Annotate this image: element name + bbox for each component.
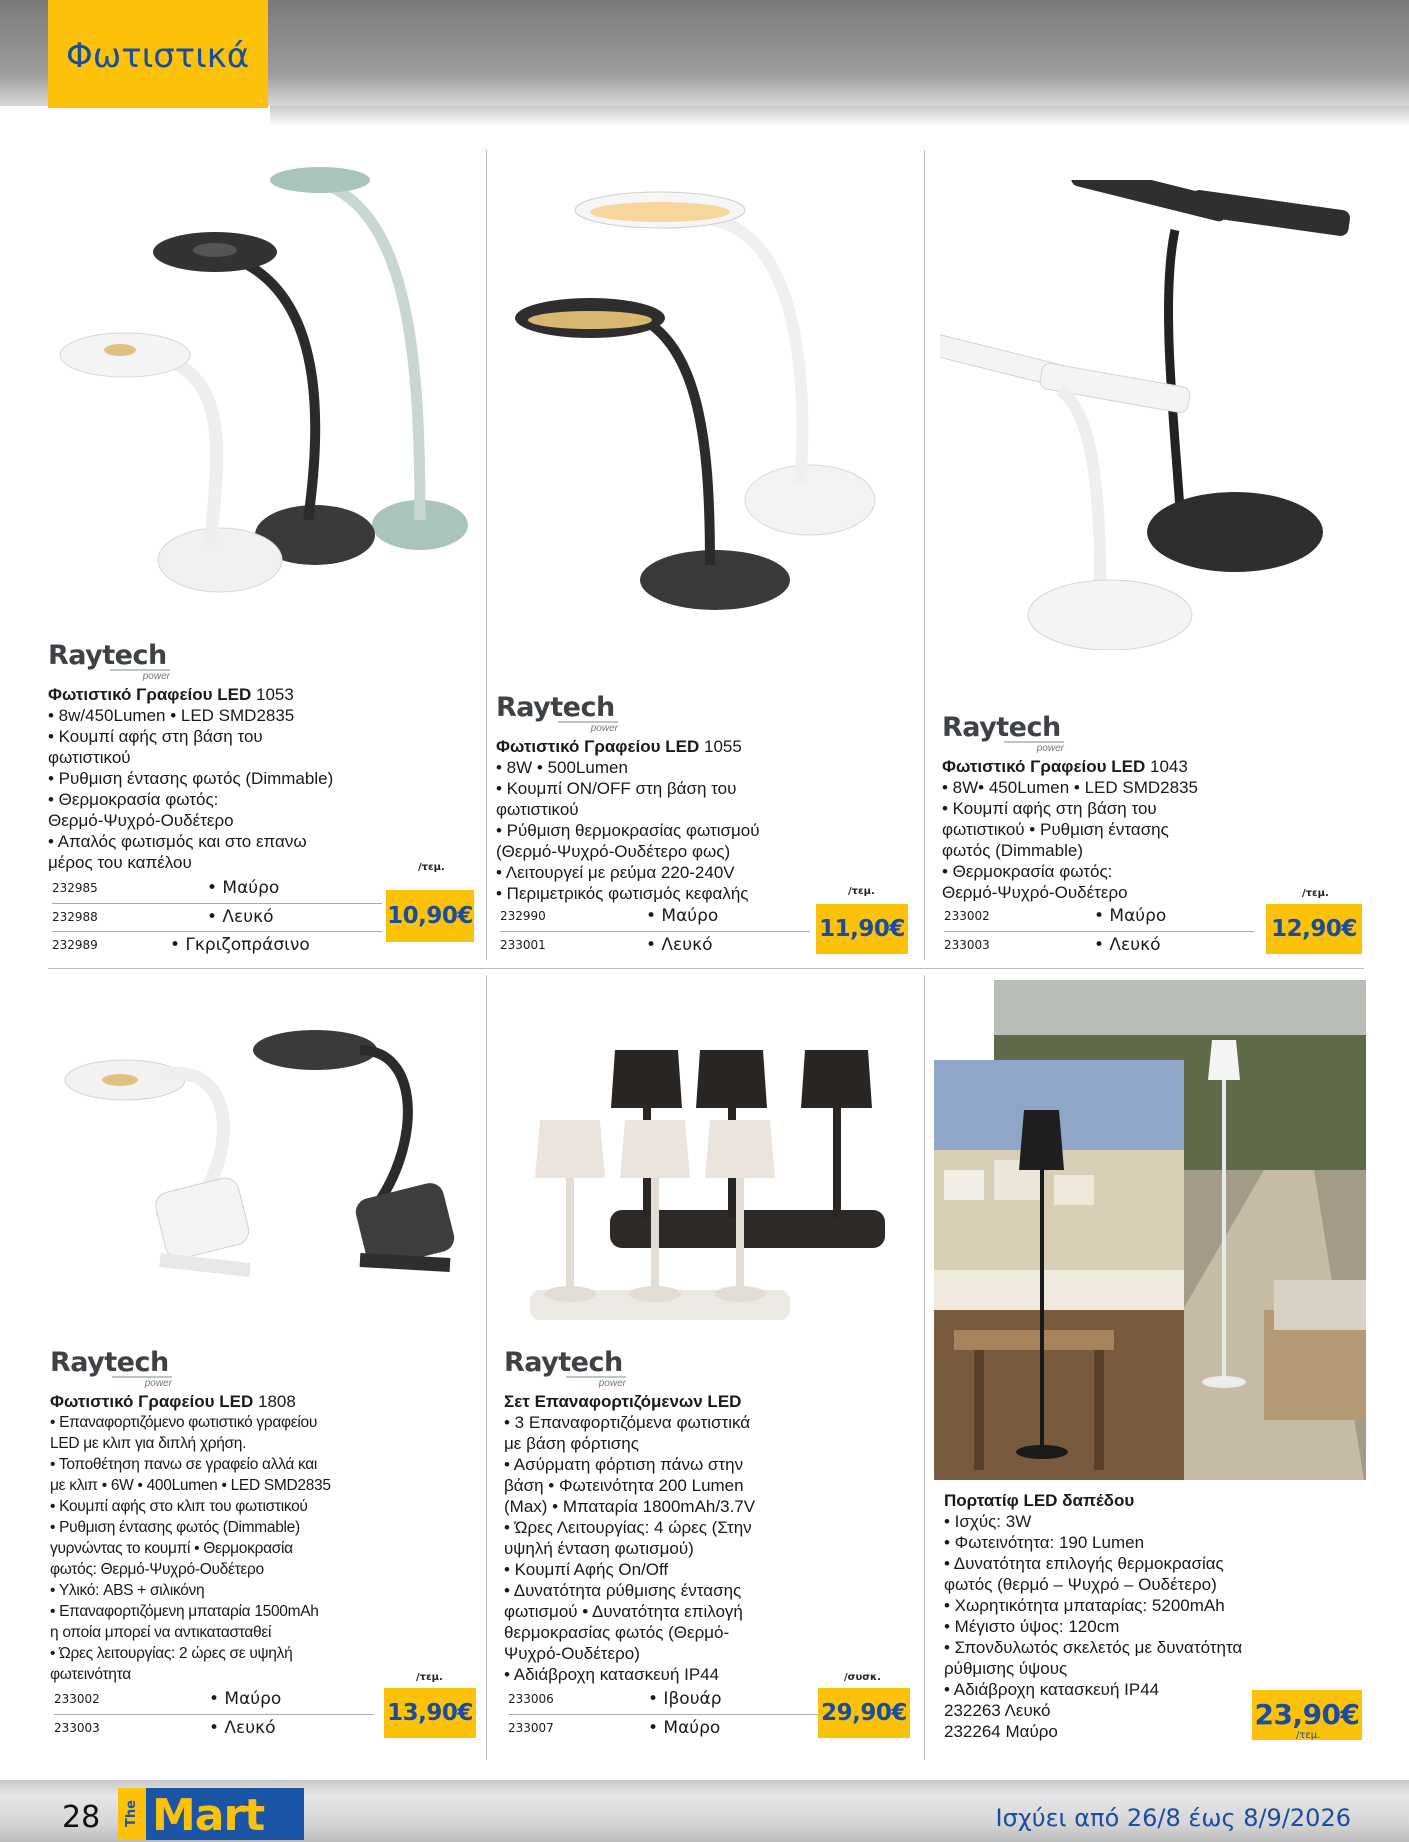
brand-logo bbox=[496, 692, 916, 736]
spec-line: • Ώρες Λειτουργίας: 4 ώρες (Στην bbox=[504, 1518, 752, 1537]
price-tag: 12,90€ bbox=[1266, 904, 1362, 954]
variant-name: • Μαύρο bbox=[648, 1718, 721, 1738]
brand-sub: power bbox=[110, 669, 170, 682]
spec-line: (Max) • Μπαταρία 1800mAh/3.7V bbox=[504, 1497, 756, 1516]
variant-row bbox=[944, 931, 1254, 959]
product-model: 1808 bbox=[258, 1392, 296, 1411]
spec-line: βάση • Φωτεινότητα 200 Lumen bbox=[504, 1476, 744, 1495]
page-number: 28 bbox=[62, 1800, 101, 1835]
variant-row bbox=[500, 903, 810, 931]
variant-row bbox=[52, 931, 382, 959]
spec-line: φωτιστικού • Ρυθμιση έντασης bbox=[942, 820, 1169, 839]
brand-sub: power bbox=[558, 721, 618, 734]
spec-line: • Δυνατότητα ρύθμισης έντασης bbox=[504, 1581, 742, 1600]
spec-line: • Φωτεινότητα: 190 Lumen bbox=[944, 1533, 1145, 1552]
validity-dates: Ισχύει από 26/8 έως 8/9/2026 bbox=[995, 1804, 1351, 1832]
product-1808-info bbox=[50, 1347, 480, 1685]
variant-row bbox=[52, 875, 382, 903]
variant-code: 233001 bbox=[500, 938, 546, 952]
spec-line: φωτεινότητα bbox=[50, 1666, 131, 1683]
spec-line: • Ισχύς: 3W bbox=[944, 1512, 1032, 1531]
product-name: Φωτιστικό Γραφείου LED bbox=[50, 1392, 254, 1411]
product-image-desk-lamps-1053 bbox=[50, 160, 470, 620]
product-model: 1055 bbox=[704, 737, 742, 756]
product-1055-info bbox=[496, 692, 916, 904]
unit-label: /τεμ. bbox=[418, 862, 445, 873]
brand-sub: power bbox=[112, 1376, 172, 1389]
unit-label: /τεμ. bbox=[416, 1672, 443, 1683]
unit-label: /τεμ. bbox=[1296, 1730, 1321, 1741]
spec-line: • Λειτουργεί με ρεύμα 220-240V bbox=[496, 863, 735, 882]
variant-name: • Μαύρο bbox=[1094, 906, 1167, 926]
product-lamp-set-info bbox=[504, 1347, 924, 1685]
unit-label: /συσκ. bbox=[844, 1672, 881, 1683]
spec-line: LED με κλιπ για διπλή χρήση. bbox=[50, 1435, 247, 1452]
variant-row bbox=[500, 931, 810, 959]
variant-code: 233002 bbox=[944, 909, 990, 923]
logo-the: The bbox=[118, 1788, 146, 1840]
spec-line: φωτιστικού bbox=[496, 800, 579, 819]
divider bbox=[486, 975, 487, 1760]
spec-line: • Αδιάβροχη κατασκευή IP44 bbox=[944, 1680, 1160, 1699]
spec-line: • Επαναφορτιζόμενη μπαταρία 1500mAh bbox=[50, 1603, 319, 1620]
brand-name: Raytech bbox=[496, 692, 615, 723]
variant-table bbox=[500, 903, 810, 959]
spec-line: • Ρυθμιση έντασης φωτός (Dimmable) bbox=[50, 1519, 300, 1536]
variant-table bbox=[54, 1686, 374, 1742]
product-title bbox=[48, 684, 478, 705]
price-tag: 23,90€ bbox=[1252, 1690, 1362, 1740]
spec-line: φωτιστικού bbox=[48, 748, 131, 767]
spec-line: θερμοκρασίας φωτός (Θερμό- bbox=[504, 1623, 730, 1642]
brand-name: Raytech bbox=[48, 640, 167, 671]
price-tag: 13,90€ bbox=[384, 1688, 476, 1738]
variant-name: • Ιβουάρ bbox=[648, 1689, 722, 1709]
spec-line: υψηλή ένταση φωτισμού) bbox=[504, 1539, 694, 1558]
spec-line: • Δυνατότητα επιλογής θερμοκρασίας bbox=[944, 1554, 1224, 1573]
spec-line: • Κουμπί ON/OFF στη βάση του bbox=[496, 779, 737, 798]
spec-line: • Ώρες λειτουργίας: 2 ώρες σε υψηλή bbox=[50, 1645, 293, 1662]
brand-logo bbox=[942, 712, 1362, 756]
spec-line: • Χωρητικότητα μπαταρίας: 5200mAh bbox=[944, 1596, 1225, 1615]
product-1053-info bbox=[48, 640, 478, 873]
spec-line: • Αδιάβροχη κατασκευή IP44 bbox=[504, 1665, 720, 1684]
brand-name: Raytech bbox=[50, 1347, 169, 1378]
spec-line: • Επαναφορτιζόμενο φωτιστικό γραφείου bbox=[50, 1414, 318, 1431]
product-image-rechargeable-lamp-set bbox=[510, 1010, 900, 1320]
spec-line: Θερμό-Ψυχρό-Ουδέτερο bbox=[942, 883, 1128, 902]
spec-line: • Κουμπί αφής στο κλιπ του φωτιστικού bbox=[50, 1498, 308, 1515]
spec-line: φωτός: Θερμό-Ψυχρό-Ουδέτερο bbox=[50, 1561, 264, 1578]
brand-sub: power bbox=[1004, 741, 1064, 754]
spec-line: μέρος του καπέλου bbox=[48, 853, 192, 872]
variant-code: 233006 bbox=[508, 1692, 554, 1706]
brand-name: Raytech bbox=[942, 712, 1061, 743]
variant-code: 233003 bbox=[944, 938, 990, 952]
variant-code: 233007 bbox=[508, 1721, 554, 1735]
spec-line: με κλιπ • 6W • 400Lumen • LED SMD2835 bbox=[50, 1477, 331, 1494]
variant-code: 232990 bbox=[500, 909, 546, 923]
divider bbox=[486, 150, 487, 960]
variant-table bbox=[508, 1686, 818, 1742]
spec-line: • Κουμπί Αφής On/Off bbox=[504, 1560, 669, 1579]
brand-sub: power bbox=[566, 1376, 626, 1389]
variant-row bbox=[54, 1714, 374, 1742]
spec-line: η οποία μπορεί να αντικατασταθεί bbox=[50, 1624, 272, 1641]
spec-line: ρύθμισης ύψους bbox=[944, 1659, 1068, 1678]
spec-line: • Υλικό: ABS + σιλικόνη bbox=[50, 1582, 205, 1599]
divider bbox=[924, 975, 925, 1760]
variant-name: • Μαύρο bbox=[646, 906, 719, 926]
brand-name: Raytech bbox=[504, 1347, 623, 1378]
spec-line: • Σπονδυλωτός σκελετός με δυνατότητα bbox=[944, 1638, 1243, 1657]
product-name: Φωτιστικό Γραφείου LED bbox=[942, 757, 1146, 776]
spec-line: • Κουμπί αφής στη βάση του bbox=[942, 799, 1157, 818]
product-name: Πορτατίφ LED δαπέδου bbox=[944, 1491, 1135, 1510]
spec-line: • Περιμετρικός φωτισμός κεφαλής bbox=[496, 884, 749, 903]
variant-name: • Μαύρο bbox=[209, 1689, 282, 1709]
variant-name: • Μαύρο bbox=[207, 878, 280, 898]
spec-line: φωτισμού • Δυνατότητα επιλογή bbox=[504, 1602, 743, 1621]
spec-line: γυρνώντας το κουμπί • Θερμοκρασία bbox=[50, 1540, 293, 1557]
product-specs bbox=[496, 757, 916, 904]
spec-line: (Θερμό-Ψυχρό-Ουδέτερο φως) bbox=[496, 842, 731, 861]
brand-logo bbox=[504, 1347, 924, 1391]
product-photo-floor-lamp-outdoor bbox=[934, 980, 1366, 1480]
variant-code: 233003 bbox=[54, 1721, 100, 1735]
logo-mart: Mart bbox=[152, 1790, 265, 1841]
variant-name: • Γκριζοπράσινο bbox=[170, 935, 310, 955]
brand-logo bbox=[48, 640, 478, 684]
variant-row bbox=[508, 1686, 818, 1714]
price-tag: 10,90€ bbox=[386, 890, 474, 942]
spec-line: • Θερμοκρασία φωτός: bbox=[942, 862, 1113, 881]
product-name: Φωτιστικό Γραφείου LED bbox=[48, 685, 252, 704]
unit-label: /τεμ. bbox=[1302, 888, 1329, 899]
variant-name: • Λευκό bbox=[646, 935, 713, 955]
spec-line: • Θερμοκρασία φωτός: bbox=[48, 790, 219, 809]
spec-line: • Ρυθμιση έντασης φωτός (Dimmable) bbox=[48, 769, 334, 788]
product-name: Φωτιστικό Γραφείου LED bbox=[496, 737, 700, 756]
spec-line: • Απαλός φωτισμός και στο επανω bbox=[48, 832, 307, 851]
the-mart-logo bbox=[118, 1788, 304, 1840]
variant-code: 233002 bbox=[54, 1692, 100, 1706]
product-title bbox=[504, 1391, 924, 1412]
spec-line: Θερμό-Ψυχρό-Ουδέτερο bbox=[48, 811, 234, 830]
spec-line: • Μέγιστο ύψος: 120cm bbox=[944, 1617, 1120, 1636]
spec-line: • 8W • 500Lumen bbox=[496, 758, 628, 777]
variant-row bbox=[944, 903, 1254, 931]
product-model: 1043 bbox=[1150, 757, 1188, 776]
spec-line: • Τοποθέτηση πανω σε γραφείο αλλά και bbox=[50, 1456, 318, 1473]
product-title bbox=[944, 1490, 1364, 1511]
divider bbox=[924, 150, 925, 960]
spec-line: 232264 Μαύρο bbox=[944, 1722, 1058, 1741]
spec-line: 232263 Λευκό bbox=[944, 1701, 1051, 1720]
variant-row bbox=[52, 903, 382, 931]
product-name: Σετ Επαναφορτιζόμενων LED bbox=[504, 1392, 742, 1411]
product-image-clip-lamps-1808 bbox=[60, 1020, 460, 1320]
variant-table bbox=[52, 875, 382, 959]
spec-line: με βάση φόρτισης bbox=[504, 1434, 639, 1453]
product-image-desk-lamps-1043 bbox=[940, 180, 1360, 650]
product-specs bbox=[48, 705, 478, 873]
product-title bbox=[496, 736, 916, 757]
spec-line: φωτός (θερμό – Ψυχρό – Ουδέτερο) bbox=[944, 1575, 1217, 1594]
variant-row bbox=[508, 1714, 818, 1742]
variant-table bbox=[944, 903, 1254, 959]
product-specs bbox=[942, 777, 1362, 903]
product-title bbox=[50, 1391, 480, 1412]
variant-code: 232988 bbox=[52, 910, 98, 924]
variant-code: 232985 bbox=[52, 881, 98, 895]
divider bbox=[48, 968, 1364, 969]
unit-label: /τεμ. bbox=[848, 886, 875, 897]
spec-line: • Ρύθμιση θερμοκρασίας φωτισμού bbox=[496, 821, 760, 840]
spec-line: • Ασύρματη φόρτιση πάνω στην bbox=[504, 1455, 744, 1474]
variant-row bbox=[54, 1686, 374, 1714]
price-tag: 11,90€ bbox=[816, 904, 908, 954]
variant-name: • Λευκό bbox=[209, 1718, 276, 1738]
header-shadow bbox=[270, 106, 1409, 126]
variant-code: 232989 bbox=[52, 938, 98, 952]
product-title bbox=[942, 756, 1362, 777]
variant-name: • Λευκό bbox=[207, 907, 274, 927]
product-1043-info bbox=[942, 712, 1362, 903]
spec-line: • 3 Επαναφορτιζόμενα φωτιστικά bbox=[504, 1413, 751, 1432]
price-tag: 29,90€ bbox=[818, 1688, 910, 1738]
product-image-desk-lamps-1055 bbox=[510, 180, 910, 610]
product-specs bbox=[504, 1412, 924, 1685]
product-specs bbox=[50, 1412, 480, 1685]
spec-line: Ψυχρό-Ουδέτερο) bbox=[504, 1644, 640, 1663]
brand-logo bbox=[50, 1347, 480, 1391]
variant-name: • Λευκό bbox=[1094, 935, 1161, 955]
section-title: Φωτιστικά bbox=[48, 0, 268, 108]
spec-line: • Κουμπί αφής στη βάση του bbox=[48, 727, 263, 746]
spec-line: • 8w/450Lumen • LED SMD2835 bbox=[48, 706, 295, 725]
spec-line: φωτός (Dimmable) bbox=[942, 841, 1083, 860]
product-model: 1053 bbox=[256, 685, 294, 704]
spec-line: • 8W• 450Lumen • LED SMD2835 bbox=[942, 778, 1198, 797]
